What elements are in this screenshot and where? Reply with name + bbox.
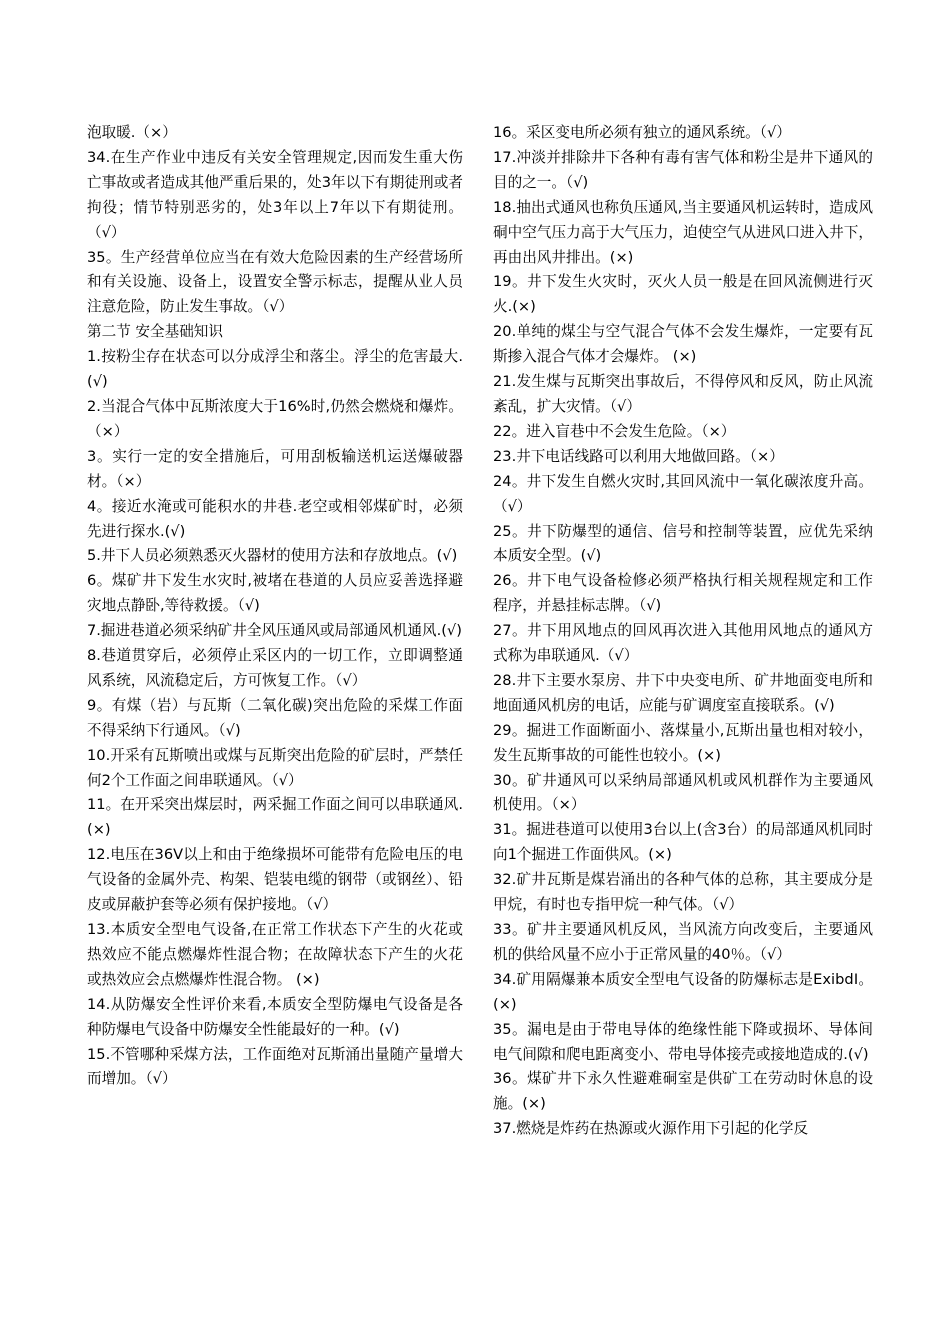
paragraph: 22。进入盲巷中不会发生危险。（×） [493,422,736,440]
paragraph: 4。接近水淹或可能积水的井巷.老空或相邻煤矿时，必须先进行探水.(√) [87,497,463,540]
paragraph: 20.单纯的煤尘与空气混合气体不会发生爆炸，一定要有瓦斯掺入混合气体才会爆炸。 (×) [493,323,873,366]
paragraph: 25。井下防爆型的通信、信号和控制等装置，应优先采纳本质安全型。(√) [493,522,873,565]
paragraph: 35。生产经营单位应当在有效大危险因素的生产经营场所和有关设施、设备上，设置安全警示标志，提醒从业人员注意危险，防止发生事故。（√） [87,248,463,316]
paragraph: 26。井下电气设备检修必须严格执行相关规程规定和工作程序，并悬挂标志牌。（√) [493,572,873,615]
paragraph: 13.本质安全型电气设备,在正常工作状态下产生的火花或热效应不能点燃爆炸性混合物；在故障状态下产生的火花或热效应会点燃爆炸性混合物。 (×) [87,921,463,988]
paragraph: 24。井下发生自燃火灾时,其回风流中一氧化碳浓度升高。（√） [493,472,873,515]
paragraph: 泡取暖.（×） [87,124,177,141]
paragraph: 29。掘进工作面断面小、落煤量小,瓦斯出量也相对较小，发生瓦斯事故的可能性也较小。(×) [493,721,873,764]
paragraph: 30。矿井通风可以采纳局部通风机或风机群作为主要通风机使用。（×） [493,771,873,814]
paragraph: 3。实行一定的安全措施后，可用刮板输送机运送爆破器材。（×） [87,447,463,490]
paragraph: 27。井下用风地点的回风再次进入其他用风地点的通风方式称为串联通风.（√） [493,622,873,665]
paragraph: 12.电压在36V以上和由于绝缘损坏可能带有危险电压的电气设备的金属外壳、构架、铠装电缆的钢带（或钢丝）、铅皮或屏蔽护套等必须有保护接地。（√） [87,846,463,914]
paragraph: 5.井下人员必须熟悉灭火器材的使用方法和存放地点。(√) [87,547,458,565]
paragraph: 18.抽出式通风也称负压通风,当主要通风机运转时，造成风硐中空气压力高于大气压力，迫使空气从进风口进入井下，再由出风井排出。(×) [493,198,873,266]
paragraph: 10.开采有瓦斯喷出或煤与瓦斯突出危险的矿层时，严禁任何2个工作面之间串联通风。（√） [87,746,463,789]
paragraph: 1.按粉尘存在状态可以分成浮尘和落尘。浮尘的危害最大.(√) [87,348,463,391]
paragraph: 34.矿用隔爆兼本质安全型电气设备的防爆标志是ExibdⅠ。(×) [493,970,873,1013]
paragraph: 34.在生产作业中违反有关安全管理规定,因而发生重大伤亡事故或者造成其他严重后果的，处3年以下有期徒刑或者拘役；情节特别恶劣的，处3年以上7年以下有期徒刑。（√） [87,148,463,241]
paragraph: 8.巷道贯穿后，必须停止采区内的一切工作，立即调整通风系统，风流稳定后，方可恢复工作。（√） [87,647,463,689]
paragraph: 37.燃烧是炸药在热源或火源作用下引起的化学反 [493,1120,809,1138]
paragraph: 2.当混合气体中瓦斯浓度大于16%时,仍然会燃烧和爆炸。（×） [87,397,463,440]
paragraph: 23.井下电话线路可以利用大地做回路。（×） [493,447,784,465]
paragraph: 7.掘进巷道必须采纳矿井全风压通风或局部通风机通风.(√) [87,622,462,640]
left-column [87,121,463,1092]
paragraph: 36。煤矿井下永久性避难硐室是供矿工在劳动时休息的设施。(×) [493,1070,873,1113]
paragraph: 21.发生煤与瓦斯突出事故后，不得停风和反风，防止风流紊乱，扩大灾情。（√） [493,373,873,415]
paragraph: 28.井下主要水泵房、井下中央变电所、矿井地面变电所和地面通风机房的电话，应能与矿调度室直接联系。(√) [493,671,873,714]
section-heading: 第二节 安全基础知识 [87,323,223,341]
paragraph: 15.不管哪种采煤方法，工作面绝对瓦斯涌出量随产量增大而增加。（√） [87,1045,463,1088]
paragraph: 6。煤矿井下发生水灾时,被堵在巷道的人员应妥善选择避灾地点静卧,等待救援。（√) [87,572,463,615]
paragraph: 11。在开采突出煤层时，两采掘工作面之间可以串联通风.(×) [87,796,463,839]
paragraph: 33。矿井主要通风机反风，当风流方向改变后，主要通风机的供给风量不应小于正常风量的40％。（√） [493,921,873,963]
paragraph: 35。漏电是由于带电导体的绝缘性能下降或损坏、导体间电气间隙和爬电距离变小、带电导体接壳或接地造成的.(√) [493,1020,873,1063]
paragraph: 19。井下发生火灾时，灭火人员一般是在回风流侧进行灭火.(×) [493,273,873,316]
paragraph: 16。采区变电所必须有独立的通风系统。（√） [493,124,791,141]
paragraph: 17.冲淡并排除井下各种有毒有害气体和粉尘是井下通风的目的之一。（√) [493,148,873,191]
paragraph: 14.从防爆安全性评价来看,本质安全型防爆电气设备是各种防爆电气设备中防爆安全性能最好的一种。(√) [87,995,463,1038]
paragraph: 31。掘进巷道可以使用3台以上(含3台）的局部通风机同时向1个掘进工作面供风。(×) [493,821,873,864]
paragraph: 32.矿井瓦斯是煤岩涌出的各种气体的总称，其主要成分是甲烷，有时也专指甲烷一种气体。（√） [493,871,873,914]
right-column [493,121,873,1142]
paragraph: 9。有煤（岩）与瓦斯（二氧化碳)突出危险的采煤工作面不得采纳下行通风。（√) [87,696,463,739]
